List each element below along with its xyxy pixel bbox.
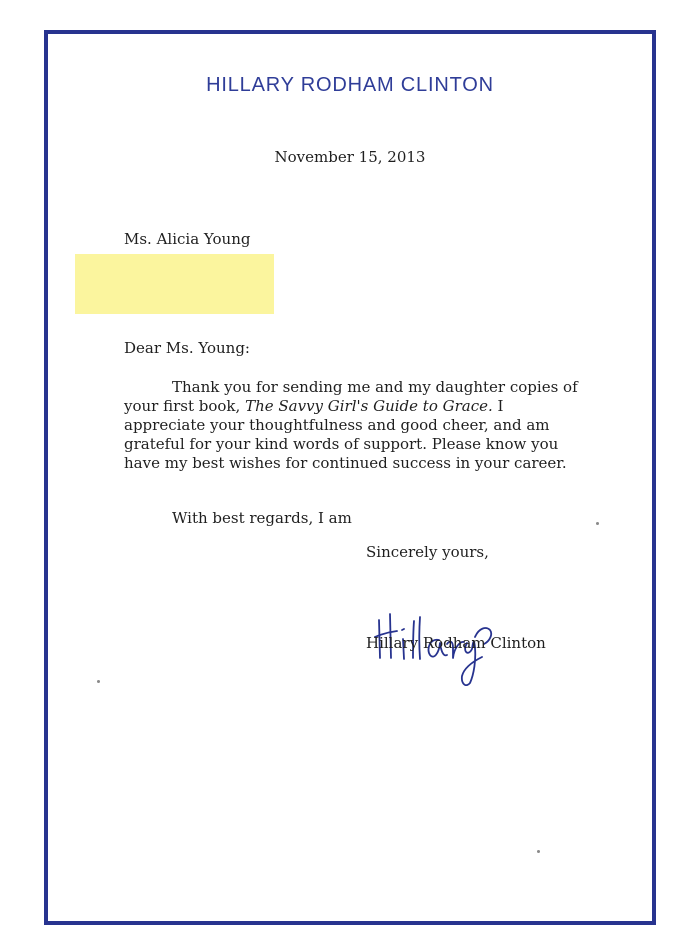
signer-name: Hillary Rodham Clinton (366, 634, 546, 652)
salutation: Dear Ms. Young: (124, 339, 250, 357)
redacted-address-highlight (75, 254, 274, 314)
closing-regards: With best regards, I am (172, 509, 352, 527)
letter-page (44, 30, 656, 925)
letterhead-name: HILLARY RODHAM CLINTON (206, 74, 494, 96)
book-title: The Savvy Girl's Guide to Grace. (245, 397, 493, 415)
paper-speck (537, 850, 540, 853)
letter-date: November 15, 2013 (274, 148, 426, 166)
sign-off: Sincerely yours, (366, 543, 489, 561)
body-text-after-title: I appreciate your thoughtfulness and good cheer, and am grateful for your kind words of support. Please know you have my best wishes for continued success in your career. (124, 397, 567, 472)
body-text-before-title: Thank you for sending me and my daughter copies of your first book, (124, 378, 578, 415)
paper-speck (596, 522, 599, 525)
letter-body (124, 378, 579, 473)
recipient-name: Ms. Alicia Young (124, 230, 251, 248)
paper-speck (97, 680, 100, 683)
